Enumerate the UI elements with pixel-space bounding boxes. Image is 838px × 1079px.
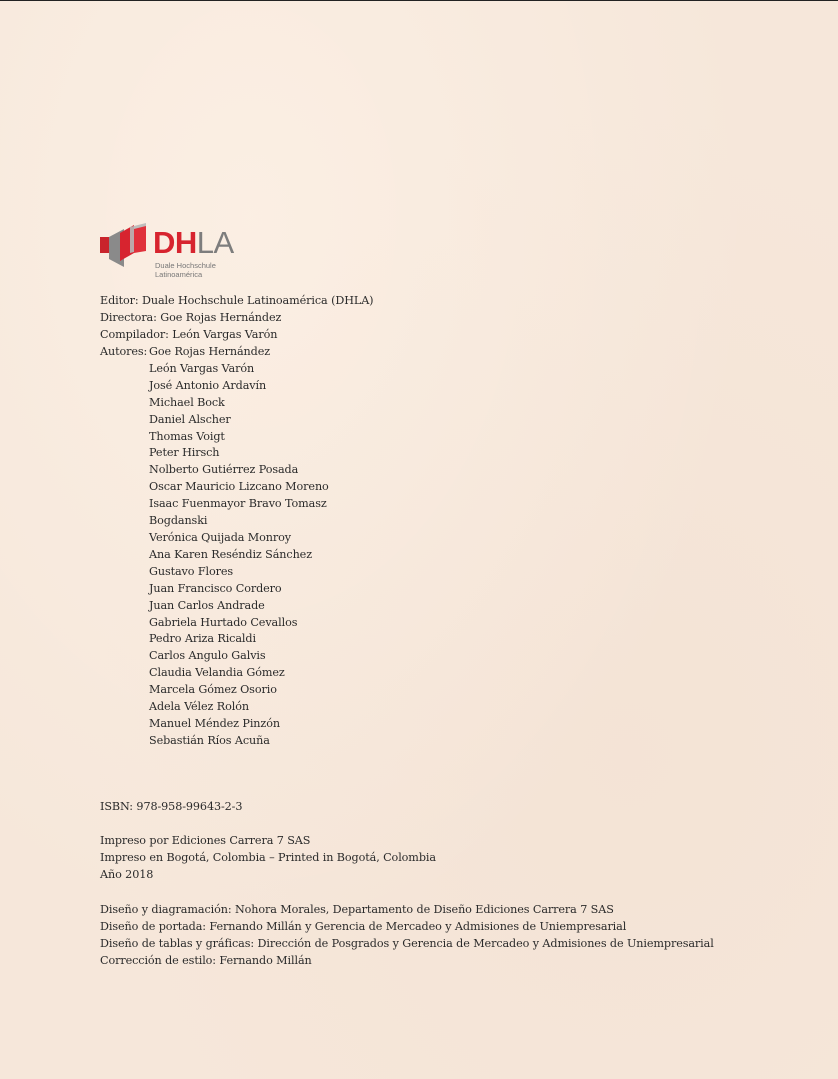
authors-list [149, 344, 329, 750]
author-name: Thomas Voigt [149, 429, 225, 443]
author-name: Claudia Velandia Gómez [149, 666, 285, 680]
author-name: Juan Francisco Cordero [149, 581, 282, 595]
author-name: Sebastián Ríos Acuña [149, 733, 270, 747]
author-name: Nolberto Gutiérrez Posada [149, 463, 299, 477]
author-name: Isaac Fuenmayor Bravo Tomasz [149, 497, 327, 511]
layout-credit-line: Diseño y diagramación: Nohora Morales, Departamento de Diseño Ediciones Carrera 7 SAS [100, 903, 614, 916]
author-name: Oscar Mauricio Lizcano Moreno [149, 480, 329, 494]
author-name: Juan Carlos Andrade [149, 598, 265, 612]
author-name: Gabriela Hurtado Cevallos [149, 615, 298, 629]
author-name: Bogdanski [149, 514, 208, 528]
logo-subtitle [155, 261, 216, 279]
author-name: Peter Hirsch [149, 446, 220, 460]
tables-credit-line: Diseño de tablas y gráficas: Dirección de Posgrados y Gerencia de Mercadeo y Admisiones de Uniempresarial [100, 936, 714, 950]
author-name: Daniel Alscher [149, 412, 231, 426]
cover-credit-line: Diseño de portada: Fernando Millán y Gerencia de Mercadeo y Admisiones de Uniempresarial [100, 919, 627, 933]
design-credits-block [100, 902, 714, 970]
directora-line: Directora: Goe Rojas Hernández [100, 310, 282, 324]
author-name: Manuel Méndez Pinzón [149, 716, 280, 730]
author-name: Verónica Quijada Monroy [149, 530, 292, 544]
logo-subtitle-line2: Latinoamérica [155, 270, 203, 279]
dhla-logo [100, 223, 250, 283]
logo-wordmark-red: DH [153, 225, 197, 260]
authors-label: Autores: [100, 345, 148, 358]
author-name: José Antonio Ardavín [149, 378, 267, 392]
printing-block [100, 833, 436, 884]
author-name: Michael Bock [149, 395, 225, 409]
author-name: Carlos Angulo Galvis [149, 649, 266, 663]
author-name: Ana Karen Reséndiz Sánchez [149, 547, 312, 561]
logo-wordmark [153, 227, 234, 259]
author-name: León Vargas Varón [149, 361, 255, 375]
printer-line: Impreso por Ediciones Carrera 7 SAS [100, 834, 311, 847]
compilador-line: Compilador: León Vargas Varón [100, 327, 278, 341]
year-line: Año 2018 [100, 867, 154, 881]
author-name: Adela Vélez Rolón [149, 700, 249, 714]
isbn-block [100, 799, 242, 816]
author-name: Gustavo Flores [149, 564, 234, 578]
logo-wordmark-grey: LA [196, 225, 234, 260]
credits-block [100, 293, 373, 344]
author-name: Marcela Gómez Osorio [149, 683, 277, 697]
author-name: Pedro Ariza Ricaldi [149, 632, 256, 646]
logo-subtitle-line1: Duale Hochschule [155, 261, 216, 270]
isbn-line: ISBN: 978-958-99643-2-3 [100, 800, 243, 813]
editor-line: Editor: Duale Hochschule Latinoamérica (DHLA) [100, 294, 374, 307]
proofreading-credit-line: Corrección de estilo: Fernando Millán [100, 953, 312, 967]
author-name: Goe Rojas Hernández [149, 345, 271, 358]
place-line: Impreso en Bogotá, Colombia – Printed in Bogotá, Colombia [100, 850, 436, 864]
dhla-logo-mark-icon [100, 223, 150, 271]
